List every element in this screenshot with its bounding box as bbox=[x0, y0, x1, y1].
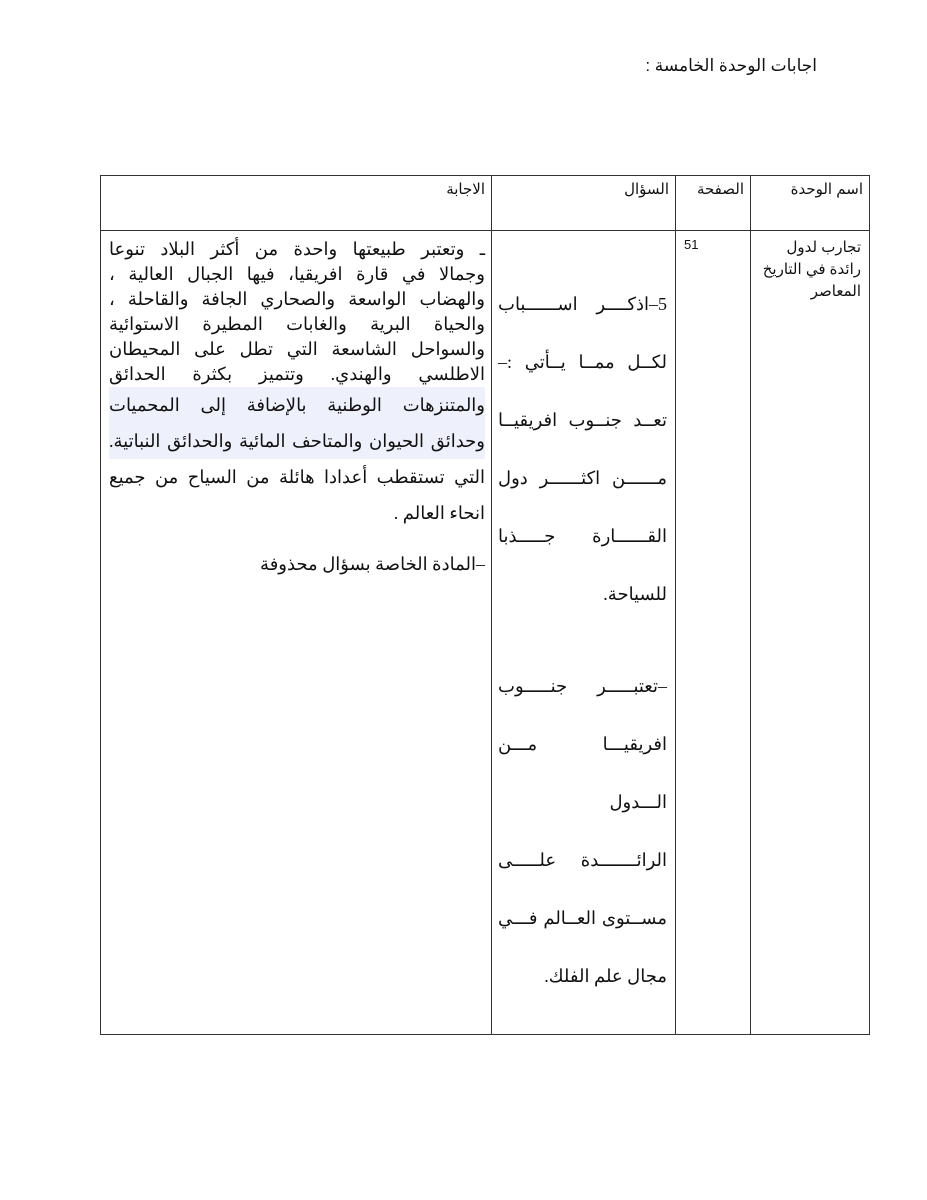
header-unit: اسم الوحدة bbox=[751, 176, 870, 231]
answer-line: ـ وتعتبر طبيعتها واحدة من أكثر البلاد تنوعا bbox=[109, 239, 485, 259]
header-answer: الاجابة bbox=[101, 176, 492, 231]
answer-line: والحياة البرية والغابات المطيرة الاستوائية bbox=[109, 314, 485, 334]
answer-line: والسواحل الشاسعة التي تطل على المحيطان bbox=[109, 339, 485, 359]
answer-line: التي تستقطب أعدادا هائلة من السياح من جميع bbox=[109, 467, 486, 487]
question-cell bbox=[492, 231, 676, 1035]
question-line: لكــل ممــا يــأتي :– bbox=[498, 352, 667, 372]
question-line: افريقيـــا مـــن الـــدول bbox=[498, 734, 667, 812]
page-heading: اجابات الوحدة الخامسة : bbox=[645, 56, 817, 75]
answer-line: وحدائق الحيوان والمتاحف المائية والحدائق النباتية. bbox=[109, 423, 485, 459]
header-question: السؤال bbox=[492, 176, 676, 231]
question-line: القــــــارة جـــــذبا bbox=[498, 526, 667, 546]
answer-line: الاطلسي والهندي. وتتميز بكثرة الحدائق bbox=[109, 364, 485, 384]
answer-line: وجمالا في قارة افريقيا، فيها الجبال العالية ، bbox=[109, 264, 485, 284]
question-line: تعــد جنــوب افريقيــا bbox=[498, 410, 667, 430]
answer-cell bbox=[101, 231, 492, 1035]
question-line: 5–اذكــــر اســــــباب bbox=[498, 294, 667, 314]
question-line: –تعتبـــــر جنـــــوب bbox=[498, 676, 667, 696]
answer-text bbox=[109, 237, 485, 531]
deleted-material-note: –المادة الخاصة بسؤال محذوفة bbox=[260, 554, 485, 574]
page-number-cell: 51 bbox=[676, 231, 751, 1035]
answers-table bbox=[100, 175, 870, 1035]
answer-line: والمتنزهات الوطنية بالإضافة إلى المحميات bbox=[109, 387, 485, 423]
question-line: مســتوى العــالم فـــي bbox=[498, 908, 667, 928]
question-line: مــــــن اكثــــــر دول bbox=[498, 468, 667, 488]
unit-name-cell: تجارب لدول رائدة في التاريخ المعاصر bbox=[751, 231, 870, 1035]
header-page: الصفحة bbox=[676, 176, 751, 231]
question-line: مجال علم الفلك. bbox=[544, 966, 667, 986]
answer-line: والهضاب الواسعة والصحاري الجافة والقاحلة ، bbox=[109, 289, 485, 309]
table-row bbox=[101, 231, 870, 1035]
question-line: الرائـــــــدة علـــــى bbox=[498, 850, 667, 870]
question-spacer bbox=[498, 623, 667, 657]
question-line: للسياحة. bbox=[603, 584, 667, 604]
header-row bbox=[101, 176, 870, 231]
answer-line: انحاء العالم . bbox=[393, 503, 485, 523]
